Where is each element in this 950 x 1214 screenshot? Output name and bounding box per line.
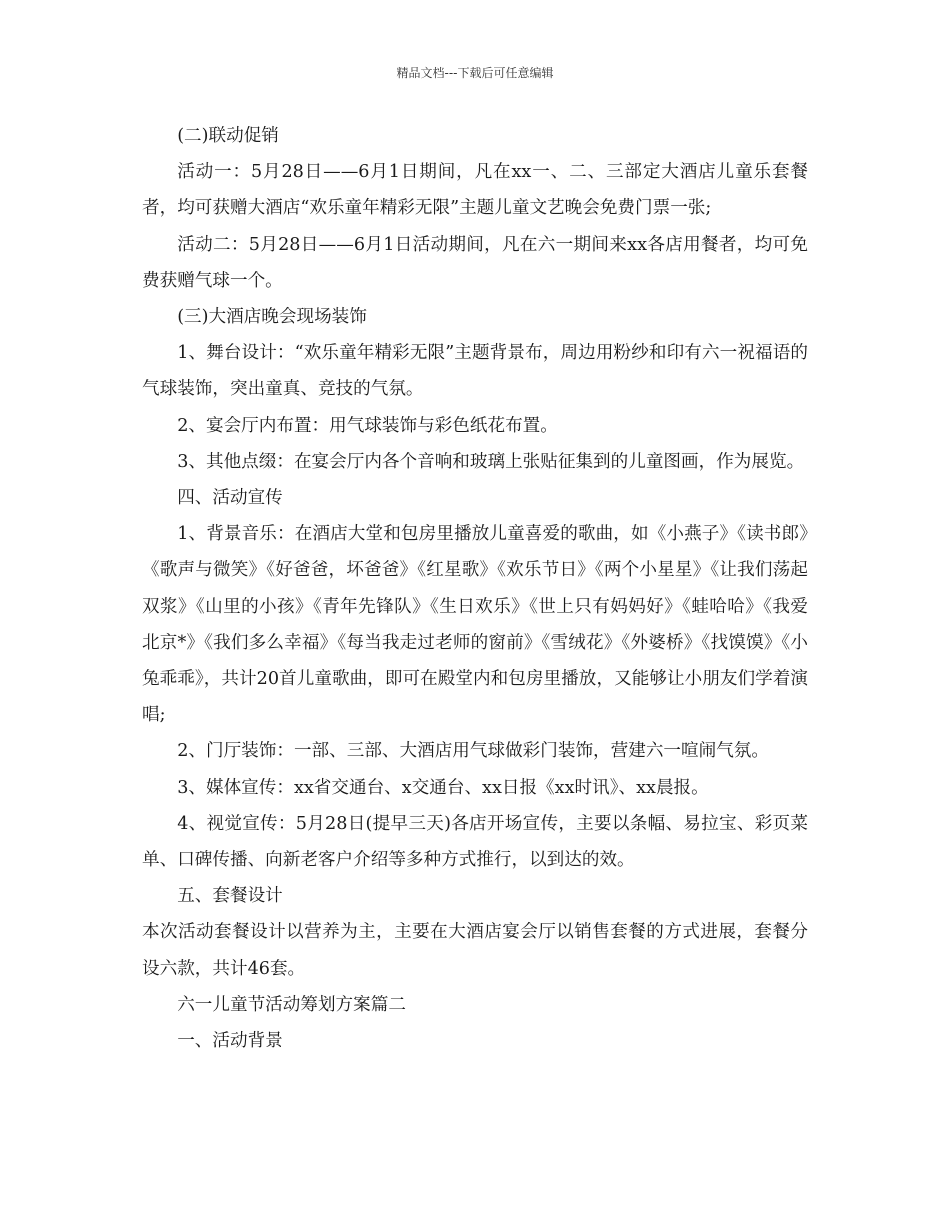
paragraph-lobby-decoration: 2、门厅装饰：一部、三部、大酒店用气球做彩门装饰，营建六一喧闹气氛。 <box>177 741 769 762</box>
paragraph-other-decoration: 3、其他点缀：在宴会厅内各个音响和玻璃上张贴征集到的儿童图画，作为展览。 <box>177 451 805 472</box>
paragraph-set-meal-design: 本次活动套餐设计以营养为主，主要在大酒店宴会厅以销售套餐的方式进展，套餐分设六款，共计46套。 <box>142 922 808 979</box>
section-heading-venue-decoration: (三)大酒店晚会现场装饰 <box>177 307 367 328</box>
section-heading-set-meal: 五、套餐设计 <box>177 886 283 907</box>
heading-plan-part-two: 六一儿童节活动筹划方案篇二 <box>177 994 406 1015</box>
section-heading-linked-promotion: (二)联动促销 <box>177 126 279 146</box>
paragraph-background-music: 1、背景音乐：在酒店大堂和包房里播放儿童喜爱的歌曲，如《小燕子》《读书郎》《歌声与微笑》《好爸爸，坏爸爸》《红星歌》《欢乐节日》《两个小星星》《让我们荡起双浆》《山里的小孩》《青年先锋队》《生日欢乐》《世上只有妈妈好》《蛙哈哈》《我爱北京*》《我们多么幸福》《每当我走过老师的窗前》《雪绒花》《外婆桥》《找馍馍》《小兔乖乖》，共计20首儿童歌曲，即可在殿堂内和包房里播放，又能够让小朋友们学着演唱; <box>142 524 808 726</box>
document-body <box>142 118 808 1059</box>
section-heading-background: 一、活动背景 <box>177 1031 283 1052</box>
paragraph-media-publicity: 3、媒体宣传：xx省交通台、x交通台、xx日报《xx时讯》、xx晨报。 <box>177 777 709 798</box>
paragraph-activity-two: 活动二：5月28日——6月1日活动期间，凡在六一期间来xx各店用餐者，均可免费获赠气球一个。 <box>142 234 808 291</box>
paragraph-activity-one: 活动一：5月28日——6月1日期间，凡在xx一、二、三部定大酒店儿童乐套餐者，均可获赠大酒店“欢乐童年精彩无限”主题儿童文艺晚会免费门票一张; <box>142 162 808 219</box>
page-header: 精品文档---下载后可任意编辑 <box>396 66 554 80</box>
paragraph-stage-design: 1、舞台设计：“欢乐童年精彩无限”主题背景布，周边用粉纱和印有六一祝福语的气球装饰，突出童真、竞技的气氛。 <box>142 343 808 400</box>
paragraph-hall-layout: 2、宴会厅内布置：用气球装饰与彩色纸花布置。 <box>177 415 558 436</box>
section-heading-publicity: 四、活动宣传 <box>177 488 283 509</box>
paragraph-visual-publicity: 4、视觉宣传：5月28日(提早三天)各店开场宣传，主要以条幅、易拉宝、彩页菜单、口碑传播、向新老客户介绍等多种方式推行，以到达的效。 <box>142 813 808 871</box>
